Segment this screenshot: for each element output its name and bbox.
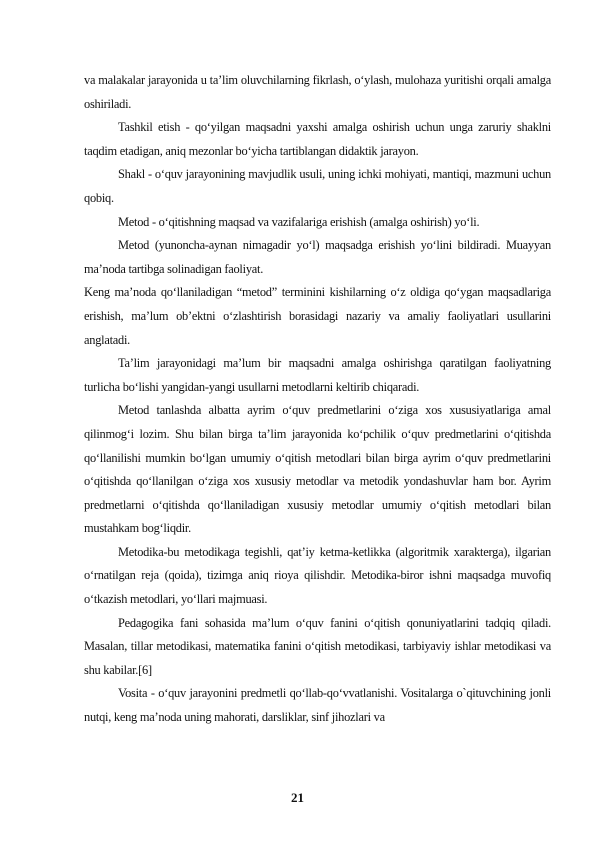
paragraph-continuation: va malakalar jarayonida u ta’lim oluvchilarning fikrlash, o‘ylash, mulohaza yuritishi orqali amalga oshiriladi. [84,73,551,111]
paragraph-metod-etymology: Metod (yunoncha-aynan nimagadir yo‘l) maqsadga erishish yo‘lini bildiradi. Muayyan ma’noda tartibga solinadigan faoliyat. [84,238,551,276]
paragraph-metod-tanlash: Metod tanlashda albatta ayrim o‘quv predmetlarini o‘ziga xos xususiyatlariga amal qilinmog‘i lozim. Shu bilan birga ta’lim jarayonida ko‘pchilik o‘quv predmetlarini o‘qitishda qo‘llanilishi mumkin bo‘lgan umumiy o‘qitish metodlari bilan birga ayrim o‘quv predmetlarini o‘qitishda qo‘llanilgan o‘ziga xos xususiy metodlar va metodik yondashuvlar ham bor. Ayrim predmetlarni o‘qitishda qo‘llaniladigan xususiy metodlar umumiy o‘qitish metodlari bilan mustahkam bog‘liqdir. [84,403,551,536]
paragraph-tashkil-etish: Tashkil etish - qo‘yilgan maqsadni yaxshi amalga oshirish uchun unga zaruriy shaklni taqdim etadigan, aniq mezonlar bo‘yicha tartiblangan didaktik jarayon. [84,120,551,158]
paragraph-metodika-definition: Metodika-bu metodikaga tegishli, qat’iy ketma-ketlikka (algoritmik xarakterga), ilgarian o‘rnatilgan reja (qoida), tizimga aniq rioya qilishdir. Metodika-biror ishni maqsadga muvofiq o‘tkazish metodlari, yo‘llari majmuasi. [84,544,551,607]
paragraph-metod-definition: Metod - o‘qitishning maqsad va vazifalariga erishish (amalga oshirish) yo‘li. [118,214,480,229]
paragraph-shakl: Shakl - o‘quv jarayonining mavjudlik usuli, uning ichki mohiyati, mantiqi, mazmuni uchun qobiq. [84,167,551,205]
paragraph-pedagogika: Pedagogika fani sohasida ma’lum o‘quv fanini o‘qitish qonuniyatlarini tadqiq qiladi. Masalan, tillar metodikasi, matematika fanini o‘qitish metodikasi, tarbiyaviy ishlar metodikasi va shu kabilar.[6] [84,615,551,677]
body-text [84,69,551,730]
page-number: 21 [291,790,304,805]
paragraph-vosita: Vosita - o‘quv jarayonini predmetli qo‘llab-qo‘vvatlanishi. Vositalarga o`qituvchining jonli nutqi, keng ma’noda uning mahorati, darsliklar, sinf jihozlari va [84,686,551,725]
paragraph-metod-broad-meaning: Keng ma’noda qo‘llaniladigan “metod” terminini kishilarning o‘z oldiga qo‘ygan maqsadlariga erishish, ma’lum ob’ektni o‘zlashtirish borasidagi nazariy va amaliy faoliyatlari usullarini anglatadi. [84,285,551,347]
paragraph-talim-jarayoni: Ta’lim jarayonidagi ma’lum bir maqsadni amalga oshirishga qaratilgan faoliyatning turlicha bo‘lishi yangidan-yangi usullarni metodlarni keltirib chiqaradi. [84,356,551,394]
